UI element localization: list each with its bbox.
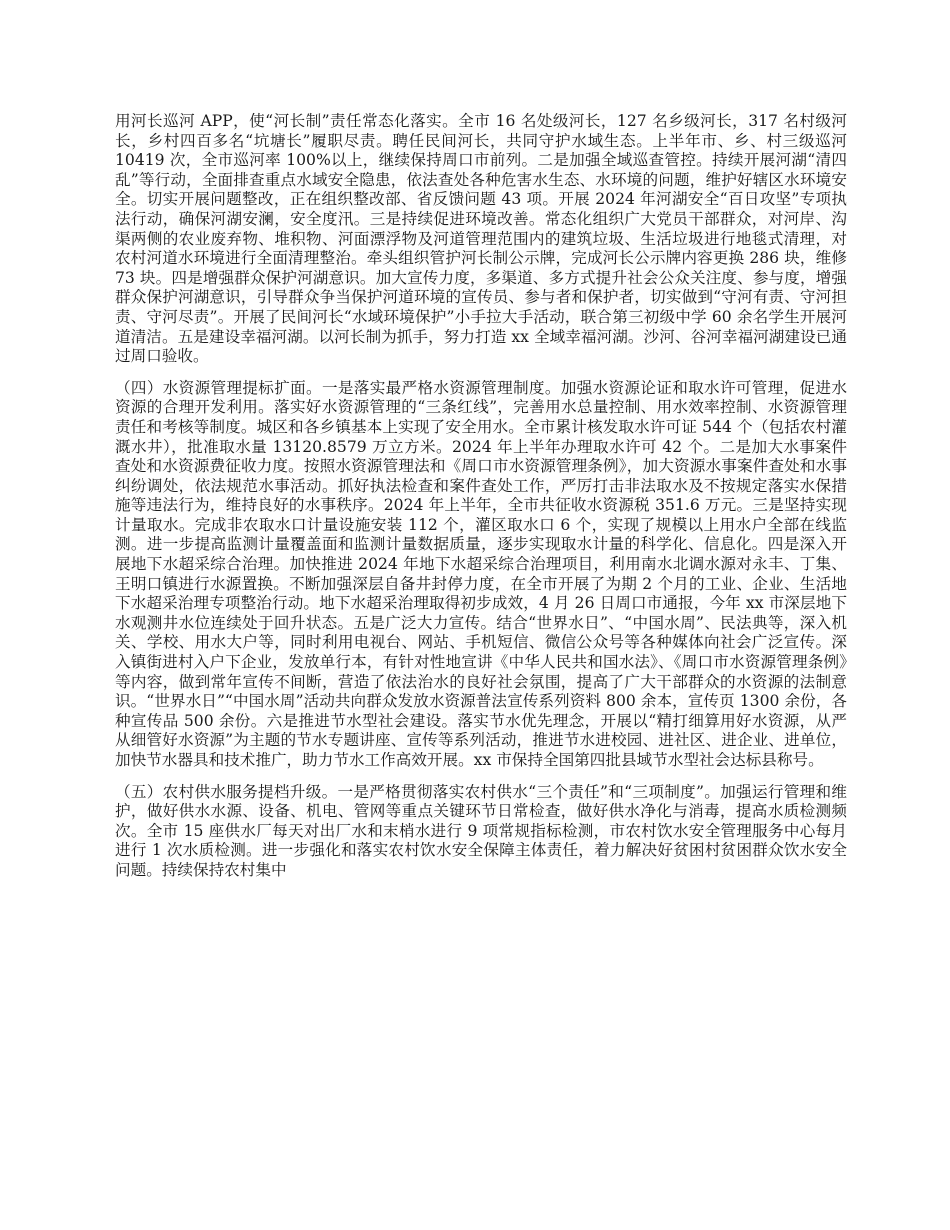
paragraph-river-chief: 用河长巡河 APP，使“河长制”责任常态化落实。全市 16 名处级河长，127 名乡级河长，317 名村级河长，乡村四百多名“坑塘长”履职尽责。聘任民间河长，共同守护水域生态。上半年市、乡、村三级巡河 10419 次，全市巡河率 100%以上，继续保持周口市前列。二是加强全域巡查管控。持续开展河湖“清四乱”等行动，全面排查重点水域安全隐患，依法查处各种危害水生态、水环境的问题，维护好辖区水环境安全。切实开展问题整改，正在组织整改部、省反馈问题 43 项。开展 2024 年河湖安全“百日攻坚”专项执法行动，确保河湖安澜，安全度汛。三是持续促进环境改善。常态化组织广大党员干部群众，对河岸、沟渠两侧的农业废弃物、堆积物、河面漂浮物及河道管理范围内的建筑垃圾、生活垃圾进行地毯式清理，对农村河道水环境进行全面清理整治。牵头组织管护河长制公示牌，完成河长公示牌内容更换 286 块，维修 73 块。四是增强群众保护河湖意识。加大宣传力度，多渠道、多方式提升社会公众关注度、参与度，增强群众保护河湖意识，引导群众争当保护河道环境的宣传员、参与者和保护者，切实做到“守河有责、守河担责、守河尽责”。开展了民间河长“水域环境保护”小手拉大手活动，联合第三初级中学 60 余名学生开展河道清洁。五是建设幸福河湖。以河长制为抓手，努力打造 xx 全域幸福河湖。沙河、谷河幸福河湖建设已通过周口验收。 (115, 112, 847, 366)
paragraph-water-resources: （四）水资源管理提标扩面。一是落实最严格水资源管理制度。加强水资源论证和取水许可管理，促进水资源的合理开发利用。落实好水资源管理的“三条红线”，完善用水总量控制、用水效率控制、水资源管理责任和考核等制度。城区和各乡镇基本上实现了安全用水。全市累计核发取水许可证 544 个（包括农村灌溉水井），批准取水量 13120.8579 万立方米。2024 年上半年办理取水许可 42 个。二是加大水事案件查处和水资源费征收力度。按照水资源管理法和《周口市水资源管理条例》，加大资源水事案件查处和水事纠纷调处，依法规范水事活动。抓好执法检查和案件查处工作，严厉打击非法取水及不按规定落实水保措施等违法行为，维持良好的水事秩序。2024 年上半年，全市共征收水资源税 351.6 万元。三是坚持实现计量取水。完成非农取水口计量设施安装 112 个，灌区取水口 6 个，实现了规模以上用水户全部在线监测。进一步提高监测计量覆盖面和监测计量数据质量，逐步实现取水计量的科学化、信息化。四是深入开展地下水超采综合治理。加快推进 2024 年地下水超采综合治理项目，利用南水北调水源对永丰、丁集、王明口镇进行水源置换。不断加强深层自备井封停力度，在全市开展了为期 2 个月的工业、企业、生活地下水超采治理专项整治行动。地下水超采治理取得初步成效，4 月 26 日周口市通报，今年 xx 市深层地下水观测井水位连续处于回升状态。五是广泛大力宣传。结合“世界水日”、“中国水周”、民法典等，深入机关、学校、用水大户等，同时利用电视台、网站、手机短信、微信公众号等各种媒体向社会广泛宣传。深入镇街进村入户下企业，发放单行本，有针对性地宣讲《中华人民共和国水法》、《周口市水资源管理条例》等内容，做到常年宣传不间断，营造了依法治水的良好社会氛围，提高了广大干部群众的水资源的法制意识。“世界水日”“中国水周”活动共向群众发放水资源普法宣传系列资料 800 余本，宣传页 1300 余份，各种宣传品 500 余份。六是推进节水型社会建设。落实节水优先理念，开展以“精打细算用好水资源，从严从细管好水资源”为主题的节水专题讲座、宣传等系列活动，推进节水进校园、进社区、进企业、进单位，加快节水器具和技术推广，助力节水工作高效开展。xx 市保持全国第四批县域节水型社会达标县称号。 (115, 378, 847, 769)
paragraph-rural-water-supply: （五）农村供水服务提档升级。一是严格贯彻落实农村供水“三个责任”和“三项制度”。加强运行管理和维护，做好供水水源、设备、机电、管网等重点关键环节日常检查，做好供水净化与消毒，提高水质检测频次。全市 15 座供水厂每天对出厂水和末梢水进行 9 项常规指标检测，市农村饮水安全管理服务中心每月进行 1 次水质检测。进一步强化和落实农村饮水安全保障主体责任，着力解决好贫困村贫困群众饮水安全问题。持续保持农村集中 (115, 782, 847, 879)
document-page (115, 112, 847, 893)
